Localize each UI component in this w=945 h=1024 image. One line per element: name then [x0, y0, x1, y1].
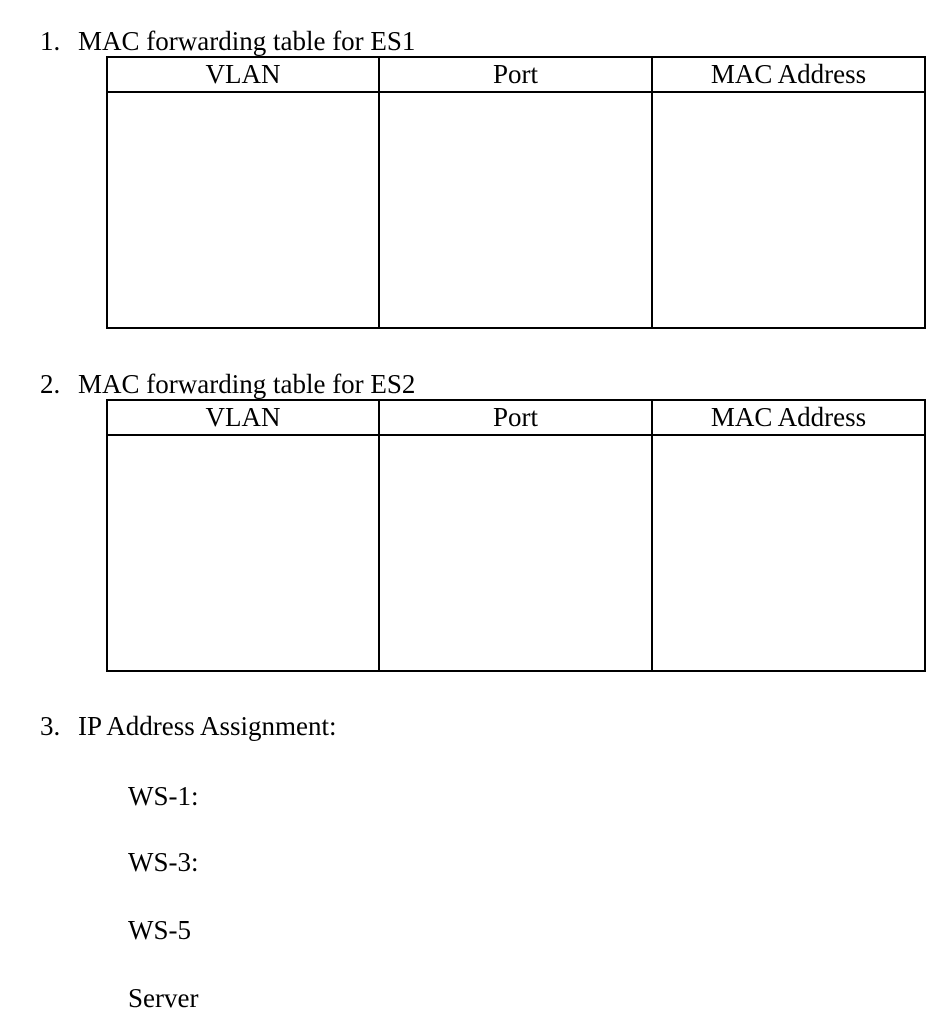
es1-header-vlan: VLAN	[107, 57, 379, 92]
es2-header-vlan: VLAN	[107, 400, 379, 435]
es1-header-port: Port	[379, 57, 652, 92]
es1-port-cell[interactable]	[379, 92, 652, 328]
section1-title: MAC forwarding table for ES1	[78, 26, 416, 56]
ws1-label: WS-1:	[128, 781, 199, 811]
es1-table-row	[107, 92, 925, 328]
es2-header-mac-address: MAC Address	[652, 400, 925, 435]
section2-heading	[40, 369, 415, 399]
es1-mac-table	[106, 56, 926, 329]
es2-table-row	[107, 435, 925, 671]
section3-heading	[40, 711, 337, 741]
es2-port-cell[interactable]	[379, 435, 652, 671]
es2-vlan-cell[interactable]	[107, 435, 379, 671]
es1-header-mac-address: MAC Address	[652, 57, 925, 92]
section1-heading	[40, 26, 415, 56]
section3-title: IP Address Assignment:	[78, 711, 337, 741]
es1-vlan-cell[interactable]	[107, 92, 379, 328]
ws3-label: WS-3:	[128, 847, 199, 877]
section3-number: 3.	[40, 711, 61, 741]
es2-header-row	[107, 400, 925, 435]
es2-mac-table	[106, 399, 926, 672]
es1-mac-address-cell[interactable]	[652, 92, 925, 328]
es1-header-row	[107, 57, 925, 92]
es2-mac-address-cell[interactable]	[652, 435, 925, 671]
section2-number: 2.	[40, 369, 61, 399]
ws5-label: WS-5	[128, 915, 191, 945]
section1-number: 1.	[40, 26, 61, 56]
server-label: Server	[128, 983, 199, 1013]
es2-header-port: Port	[379, 400, 652, 435]
section2-title: MAC forwarding table for ES2	[78, 369, 416, 399]
